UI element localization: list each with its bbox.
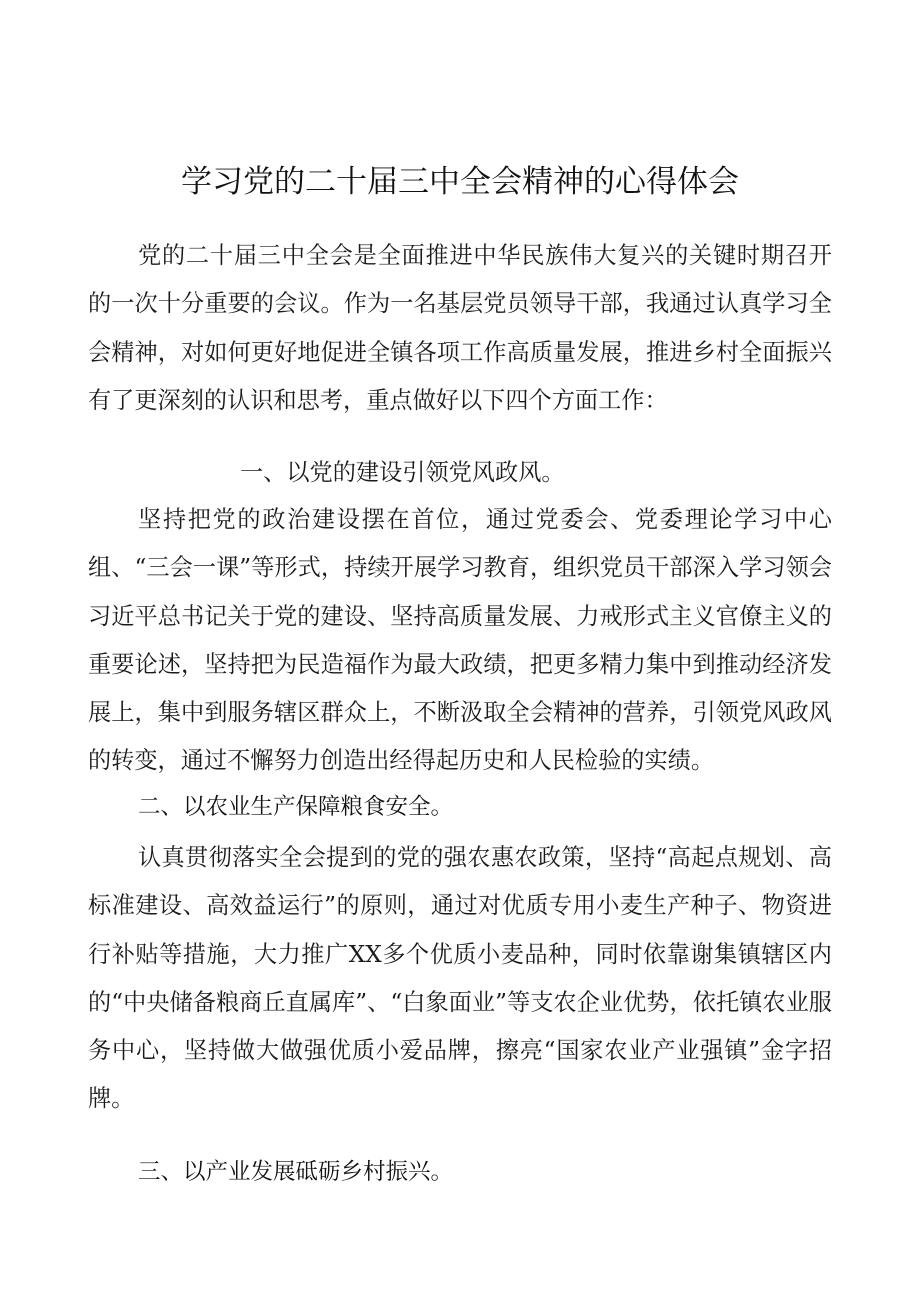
section-heading-2: 二、以农业生产保障粮食安全。: [138, 794, 454, 820]
section-heading-1: 一、以党的建设引领党风政风。: [240, 459, 565, 486]
section-1-paragraph: 坚持把党的政治建设摆在首位，通过党委会、党委理论学习中心组、“三会一课”等形式，持续开展学习教育，组织党员干部深入学习领会习近平总书记关于党的建设、坚持高质量发展、力戒形式主义官僚主义的重要论述，坚持把为民造福作为最大政绩，把更多精力集中到推动经济发展上，集中到服务辖区群众上，不断汲取全会精神的营养，引领党风政风的转变，通过不懈努力创造出经得起历史和人民检验的实绩。: [88, 506, 832, 775]
section-heading-3: 三、以产业发展砥砺乡村振兴。: [138, 1159, 454, 1185]
document-title: 学习党的二十届三中全会精神的心得体会: [181, 164, 739, 200]
section-2-paragraph: 认真贯彻落实全会提到的党的强农惠农政策，坚持“高起点规划、高标准建设、高效益运行”的原则，通过对优质专用小麦生产种子、物资进行补贴等措施，大力推广XX多个优质小麦品种，同时依靠谢集镇辖区内的“中央储备粮商丘直属库”、“白象面业”等支农企业优势，依托镇农业服务中心，坚持做大做强优质小爱品牌，擦亮“国家农业产业强镇”金字招牌。: [88, 844, 832, 1113]
intro-paragraph: 党的二十届三中全会是全面推进中华民族伟大复兴的关键时期召开的一次十分重要的会议。作为一名基层党员领导干部，我通过认真学习全会精神，对如何更好地促进全镇各项工作高质量发展，推进乡村全面振兴有了更深刻的认识和思考，重点做好以下四个方面工作：: [88, 242, 832, 414]
